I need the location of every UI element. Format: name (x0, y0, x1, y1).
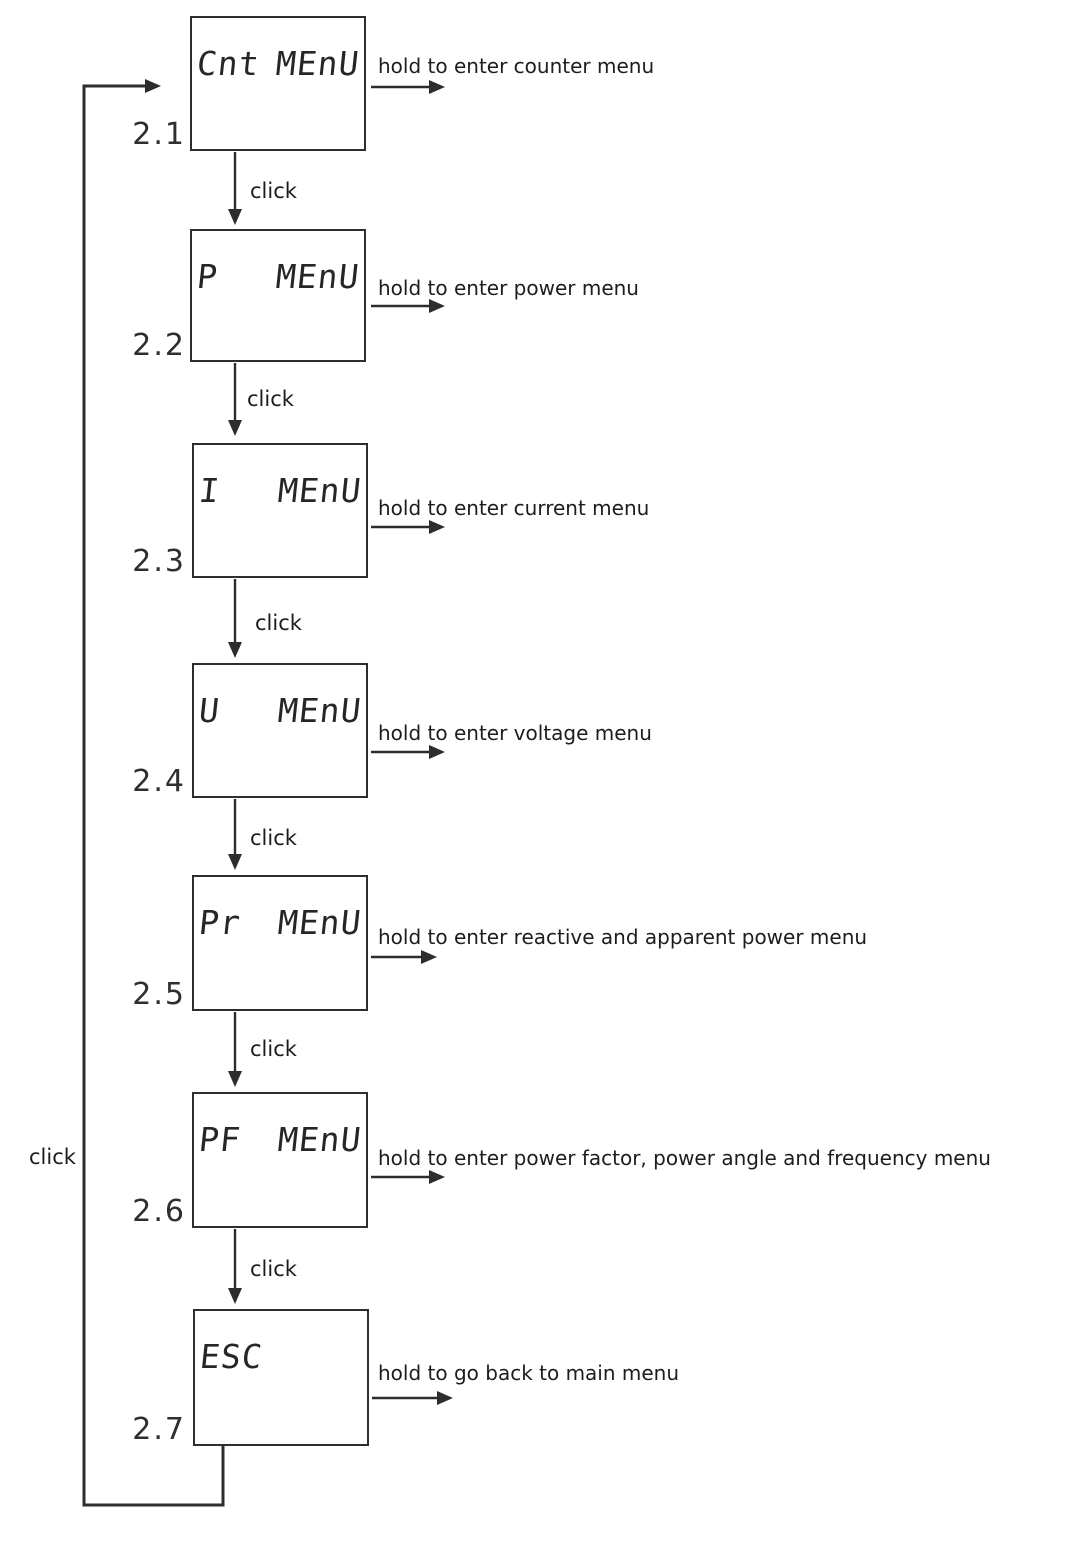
lcd-text-right: MEnU (275, 903, 364, 942)
step-number-2-2: 2.2 (132, 328, 186, 363)
lcd-display-2-7 (193, 1309, 369, 1446)
action-label-2-4: hold to enter voltage menu (378, 721, 652, 745)
loop-click-label: click (29, 1145, 76, 1169)
lcd-text-left: ESC (198, 1337, 265, 1376)
action-label-2-3: hold to enter current menu (378, 496, 650, 520)
action-label-2-1: hold to enter counter menu (378, 54, 655, 78)
lcd-display-2-1 (190, 16, 366, 151)
step-number-2-1: 2.1 (132, 117, 186, 152)
action-label-2-2: hold to enter power menu (378, 276, 639, 300)
click-label-5: click (250, 1037, 297, 1061)
lcd-text-left: P (195, 257, 220, 296)
lcd-text-right: MEnU (275, 691, 364, 730)
lcd-text-left: Cnt (195, 44, 262, 83)
step-number-2-6: 2.6 (132, 1194, 186, 1229)
lcd-display-2-3 (192, 443, 368, 578)
lcd-display-2-6 (192, 1092, 368, 1228)
step-number-2-3: 2.3 (132, 544, 186, 579)
lcd-text-right: MEnU (273, 44, 362, 83)
action-label-2-7: hold to go back to main menu (378, 1361, 680, 1385)
click-label-3: click (255, 611, 302, 635)
step-number-2-5: 2.5 (132, 977, 186, 1012)
click-label-1: click (250, 179, 297, 203)
lcd-display-2-5 (192, 875, 368, 1011)
click-label-4: click (250, 826, 297, 850)
action-label-2-6: hold to enter power factor, power angle and frequency menu (378, 1146, 991, 1170)
lcd-display-2-2 (190, 229, 366, 362)
lcd-display-2-4 (192, 663, 368, 798)
click-label-6: click (250, 1257, 297, 1281)
lcd-text-right: MEnU (275, 471, 364, 510)
lcd-text-left: PF (197, 1120, 243, 1159)
lcd-text-right: MEnU (275, 1120, 364, 1159)
action-label-2-5: hold to enter reactive and apparent power menu (378, 925, 868, 949)
lcd-text-left: Pr (197, 903, 243, 942)
lcd-text-left: I (197, 471, 222, 510)
lcd-text-left: U (197, 691, 222, 730)
step-number-2-7: 2.7 (132, 1412, 186, 1447)
lcd-text-right: MEnU (273, 257, 362, 296)
step-number-2-4: 2.4 (132, 764, 186, 799)
click-label-2: click (247, 387, 294, 411)
